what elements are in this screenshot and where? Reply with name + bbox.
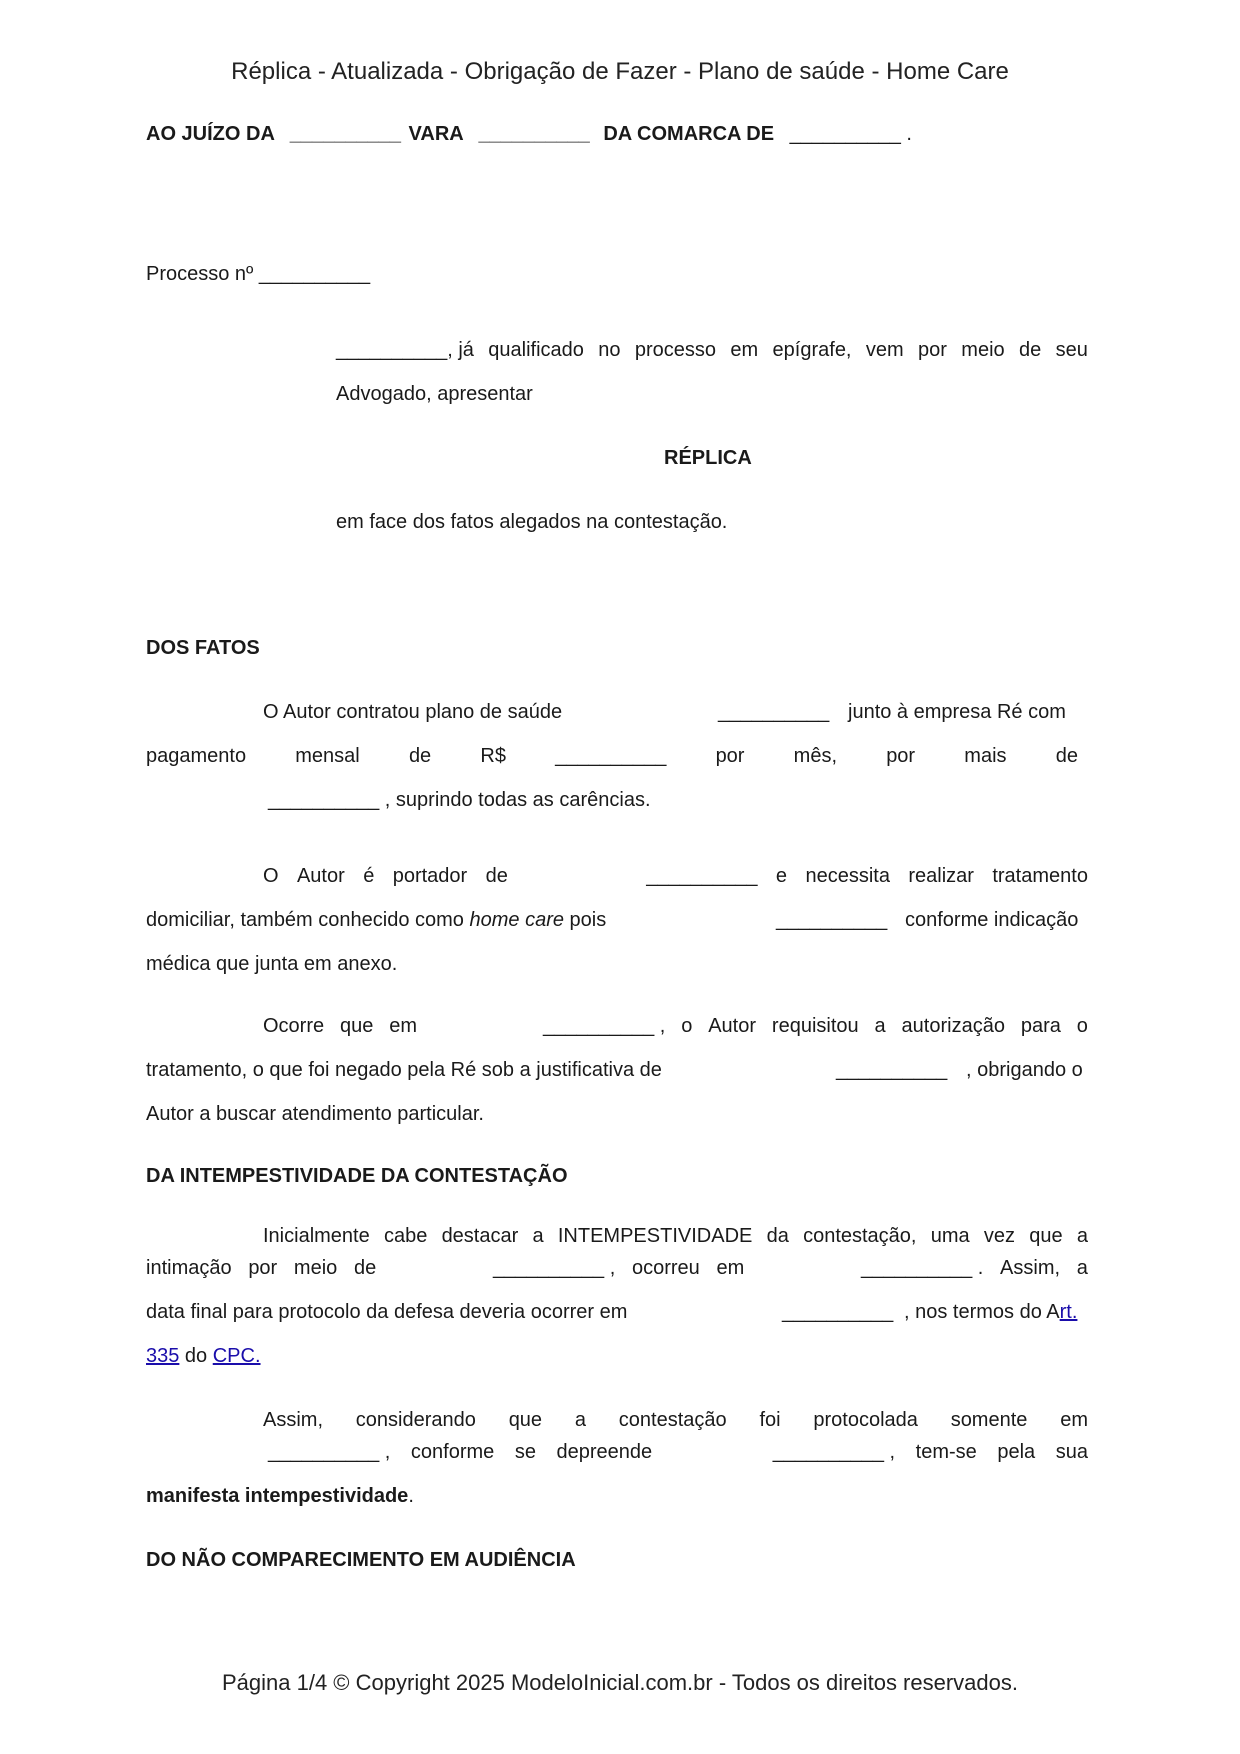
facts-p2-line-2d: conforme indicação — [905, 909, 1079, 931]
in-face-line: em face dos fatos alegados na contestação. — [336, 511, 728, 533]
intemp-word: depreende — [556, 1441, 653, 1463]
facts-word: mais — [964, 745, 1007, 767]
intemp-word: se — [514, 1441, 536, 1463]
process-blank: __________ — [258, 263, 371, 285]
document-title: RÉPLICA — [664, 447, 752, 469]
addressing-comarca: DA COMARCA DE — [603, 123, 775, 145]
facts-p1-line-3 — [268, 786, 651, 814]
facts-word: realizar — [908, 865, 974, 887]
facts-word: tratamento — [992, 865, 1088, 887]
intemp-word: cabe — [383, 1225, 428, 1247]
facts-word: mês, — [793, 745, 837, 767]
art-335-link[interactable]: 335 — [146, 1345, 180, 1367]
facts-p3-line-3: Autor a buscar atendimento particular. — [146, 1103, 484, 1125]
intemp-p2-line-3 — [146, 1482, 414, 1510]
section-intemp-heading: DA INTEMPESTIVIDADE DA CONTESTAÇÃO — [146, 1165, 568, 1187]
facts-word: em — [389, 1015, 418, 1037]
intemp-word: que — [508, 1409, 543, 1431]
facts-p1-blank-3: __________ — [268, 789, 380, 811]
addressing-court: AO JUÍZO DA — [146, 123, 275, 145]
intemp-word: Assim, — [1000, 1257, 1061, 1279]
intemp-word: a — [1076, 1225, 1088, 1247]
facts-word: necessita — [805, 865, 890, 887]
cpc-link[interactable]: CPC. — [212, 1345, 261, 1367]
intemp-p1-line-1 — [263, 1222, 1088, 1250]
page-footer: Página 1/4 © Copyright 2025 ModeloInicial.com.br - Todos os direitos reservados. — [222, 1670, 1018, 1695]
facts-word: e — [775, 865, 788, 887]
intemp-word: da — [766, 1225, 789, 1247]
addressing-blank-2: __________ — [478, 123, 590, 145]
intro-word: no — [598, 339, 621, 361]
intro-word: por — [918, 339, 947, 361]
facts-word: Autor — [708, 1015, 757, 1037]
intemp-p1-line-2 — [146, 1254, 1088, 1282]
intemp-word: considerando — [355, 1409, 476, 1431]
intemp-word: a — [532, 1225, 544, 1247]
intemp-p2-end: . — [408, 1485, 414, 1507]
addressing-line — [146, 120, 912, 148]
intemp-p1-line-3c — [904, 1298, 1077, 1326]
facts-p2-line-3: médica que junta em anexo. — [146, 953, 398, 975]
facts-p2-text: domiciliar, também conhecido como — [146, 909, 464, 931]
addressing-vara: VARA — [408, 123, 463, 145]
facts-word: o — [681, 1015, 693, 1037]
facts-word: de — [408, 745, 432, 767]
addressing-end: . — [906, 123, 912, 145]
intemp-word: a — [574, 1409, 586, 1431]
facts-p2-emphasis: home care — [469, 909, 564, 931]
facts-p3-line-2c: , obrigando o — [966, 1059, 1083, 1081]
intemp-p2-line-1 — [263, 1406, 1088, 1434]
facts-p3-blank: __________ — [836, 1059, 948, 1081]
intemp-word: por — [248, 1257, 278, 1279]
facts-p1-line-2 — [146, 742, 1078, 770]
facts-word: mensal — [295, 745, 360, 767]
facts-word: autorização — [901, 1015, 1005, 1037]
intemp-word: INTEMPESTIVIDADE — [557, 1225, 753, 1247]
intro-word-text: , já — [447, 339, 474, 361]
intemp-p1-line-4 — [146, 1342, 261, 1370]
intemp-p2-line-2 — [268, 1438, 1088, 1466]
process-number — [146, 260, 370, 288]
intemp-word: sua — [1055, 1441, 1088, 1463]
facts-p1-line-1a: O Autor contratou plano de saúde — [263, 701, 563, 723]
intemp-word: destacar — [441, 1225, 519, 1247]
intemp-p1-line-3a: data final para protocolo da defesa deveria ocorrer em — [146, 1301, 628, 1323]
facts-p1-line-1c: junto à empresa Ré com — [848, 701, 1066, 723]
intemp-word: intimação — [146, 1257, 232, 1279]
intro-word: vem — [865, 339, 904, 361]
facts-word: O — [263, 865, 279, 887]
intro-word: meio — [961, 339, 1005, 361]
party-blank: __________ — [336, 339, 448, 361]
facts-p1-blank-1: __________ — [718, 701, 830, 723]
facts-word: de — [485, 865, 508, 887]
intro-line-1 — [336, 336, 1088, 364]
facts-word: é — [363, 865, 375, 887]
facts-word: por — [715, 745, 745, 767]
intemp-word: somente — [950, 1409, 1028, 1431]
facts-p2-blank: __________ — [776, 909, 888, 931]
facts-word: pagamento — [146, 745, 247, 767]
intemp-word: foi — [759, 1409, 781, 1431]
process-label: Processo nº — [146, 263, 254, 285]
intemp-word: tem-se — [915, 1441, 977, 1463]
intemp-p1-blank: __________ — [782, 1301, 894, 1323]
facts-word: __________ — [555, 745, 667, 767]
facts-p1-line-3-text: , suprindo todas as carências. — [384, 789, 651, 811]
facts-p3-line-1 — [263, 1012, 1088, 1040]
addressing-blank-1: __________ — [289, 123, 401, 145]
intemp-word: vez — [983, 1225, 1015, 1247]
intemp-word: conforme — [410, 1441, 495, 1463]
facts-p2-line-1 — [263, 862, 1088, 890]
intemp-word: em — [716, 1257, 745, 1279]
facts-word: que — [340, 1015, 374, 1037]
intemp-word: Inicialmente — [263, 1225, 370, 1247]
facts-p3-line-2a: tratamento, o que foi negado pela Ré sob a justificativa de — [146, 1059, 662, 1081]
facts-word: de — [1055, 745, 1078, 767]
manifest-intempestivity: manifesta intempestividade — [146, 1485, 409, 1507]
addressing-blank-3: __________ — [789, 123, 901, 145]
section-absence-heading: DO NÃO COMPARECIMENTO EM AUDIÊNCIA — [146, 1549, 576, 1571]
intemp-word: em — [1060, 1409, 1088, 1431]
document-header-title: Réplica - Atualizada - Obrigação de Fazer - Plano de saúde - Home Care — [231, 58, 1009, 85]
facts-word: requisitou — [771, 1015, 859, 1037]
intemp-word: a — [1076, 1257, 1088, 1279]
facts-p2-text-b: pois — [569, 909, 607, 931]
intro-word: qualificado — [488, 339, 584, 361]
intro-word: processo — [634, 339, 717, 361]
facts-word: Autor — [296, 865, 345, 887]
intemp-word: uma — [930, 1225, 970, 1247]
intemp-word: de — [353, 1257, 377, 1279]
facts-word: para — [1020, 1015, 1061, 1037]
intemp-word: __________ . — [861, 1257, 984, 1279]
facts-p2-line-2a — [146, 906, 606, 934]
section-facts-heading: DOS FATOS — [146, 637, 260, 659]
intemp-word: pela — [997, 1441, 1036, 1463]
intemp-p1-do: do — [179, 1345, 213, 1367]
intemp-word: ocorreu — [631, 1257, 700, 1279]
intemp-word: __________ , — [268, 1441, 391, 1463]
intemp-word: protocolada — [813, 1409, 918, 1431]
art-link[interactable]: rt. — [1059, 1301, 1078, 1323]
facts-word: a — [874, 1015, 886, 1037]
intro-word: seu — [1055, 339, 1088, 361]
intro-word — [336, 336, 474, 364]
facts-word: por — [886, 745, 916, 767]
intemp-word: contestação, — [803, 1225, 917, 1247]
intro-line-2: Advogado, apresentar — [336, 383, 533, 405]
facts-word: __________ , — [542, 1015, 666, 1037]
intemp-p1-text: , nos termos do A — [904, 1301, 1060, 1323]
intro-word: em — [730, 339, 759, 361]
intro-word: epígrafe, — [772, 339, 852, 361]
intemp-word: meio — [293, 1257, 338, 1279]
intemp-word: contestação — [618, 1409, 727, 1431]
intemp-word: Assim, — [263, 1409, 323, 1431]
facts-word: R$ — [480, 745, 506, 767]
intemp-word: que — [1029, 1225, 1063, 1247]
intemp-word: __________ , — [772, 1441, 896, 1463]
intro-word: de — [1019, 339, 1042, 361]
facts-word: portador — [392, 865, 468, 887]
facts-word: __________ — [646, 865, 758, 887]
facts-word: Ocorre — [263, 1015, 325, 1037]
intemp-word: __________ , — [492, 1257, 616, 1279]
facts-word: o — [1076, 1015, 1088, 1037]
